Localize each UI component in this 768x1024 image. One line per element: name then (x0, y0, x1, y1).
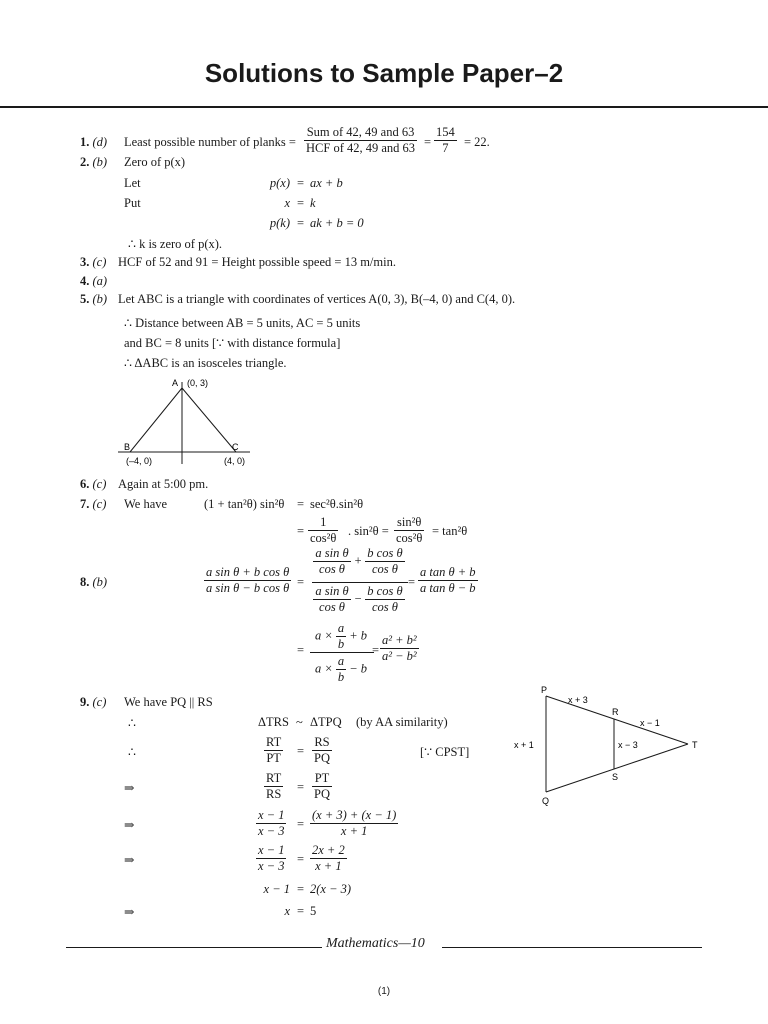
q9-triangle-figure (508, 680, 708, 810)
q1-fraction-1: $\frac{\text{Sum of 42, 49 and 63}}{\text{HCF of 42, 49 and 63}}$ (306, 125, 416, 155)
q7-frac-2: $\frac{\text{sin²θ}}{\text{cos²θ}}$ (396, 515, 423, 545)
q7-end: = tan²θ (432, 524, 468, 538)
footer-subject: Mathematics—10 (326, 936, 425, 951)
q9-r6-rhs: 5 (310, 904, 317, 918)
q9-therefore-1: ∴ (128, 716, 136, 730)
q8-result-1: $\frac{\text{a tan θ + b}}{\text{a tan θ − b}}$ (420, 565, 476, 595)
q7-mid: . sin²θ = (348, 524, 389, 538)
q5-line-1: ∴ Distance between AB = 5 units, AC = 5 units (124, 316, 361, 330)
q9-implies-3: ⇒ (124, 853, 135, 867)
q8-result-2: $\frac{\text{a² + b²}}{\text{a² − b²}}$ (382, 633, 417, 663)
q9-r1-eq: = (297, 744, 305, 758)
q1-number: 1. (d) (80, 135, 108, 149)
q5-label-b: B (124, 442, 131, 452)
q8-big-den: $\frac{\text{a sin θ}}{\text{cos θ}}$ − $\frac{\text{b cos θ}}{\text{cos θ}}$ (315, 584, 403, 614)
q2-number: 2. (b) (80, 155, 108, 169)
q9-sim-lhs: ΔTRS (258, 715, 289, 729)
q2-text: Zero of p(x) (124, 155, 186, 169)
q1-fraction-2: $\frac{154}{7}$ (436, 125, 455, 155)
q2-l1-eq: = (297, 176, 305, 190)
footer-rule-right (442, 947, 702, 948)
q2-l1-rhs: ax + b (310, 176, 343, 190)
q9-r4-lhs: $\frac{x - 1}{x - 3}$ (258, 843, 285, 873)
q9-r1-rhs: $\frac{RS}{PQ}$ (314, 735, 330, 765)
q3-text: HCF of 52 and 91 = Height possible speed = 13 m/min. (118, 255, 396, 269)
q7-r1: sec²θ.sin²θ (310, 497, 364, 511)
q9-label-q: Q (542, 796, 550, 806)
q8-big-num: $\frac{\text{a sin θ}}{\text{cos θ}}$ + $\frac{\text{b cos θ}}{\text{cos θ}}$ (315, 546, 403, 576)
page-number: (1) (377, 986, 391, 997)
q9-r5-eq: = (297, 882, 305, 896)
q1-result: = 22. (464, 135, 490, 149)
q9-implies-4: ⇒ (124, 905, 135, 919)
q3-number: 3. (c) (80, 255, 107, 269)
q1-text: Least possible number of planks = (124, 135, 296, 149)
q8-lhs: $\frac{\text{a sin θ + b cos θ}}{\text{a sin θ − b cos θ}}$ (206, 565, 290, 595)
q7-text: We have (124, 497, 168, 511)
q7-eq-1: = (297, 497, 305, 511)
q2-let: Let (124, 176, 141, 190)
q9-side-qt (546, 744, 688, 792)
q9-sim-rhs: ΔTPQ (310, 715, 342, 729)
q5-line-3: ∴ ΔABC is an isosceles triangle. (124, 356, 287, 370)
q5-label-a: A (172, 378, 179, 388)
q2-l3-rhs: ak + b = 0 (310, 216, 364, 230)
page-title: Solutions to Sample Paper–2 (204, 58, 564, 88)
q9-r4-eq: = (297, 852, 305, 866)
footer-rule-left (66, 947, 322, 948)
q8-eq-1: = (297, 575, 305, 589)
q8-sub-fraction-bar (310, 652, 374, 653)
q9-r3-lhs: $\frac{x - 1}{x - 3}$ (258, 808, 285, 838)
q9-r5-lhs: x − 1 (263, 882, 290, 896)
q8-sub-num: a × $\frac{a}{b}$ + b (314, 621, 368, 651)
q9-r2-eq: = (297, 780, 305, 794)
q2-conclusion: ∴ k is zero of p(x). (128, 237, 223, 251)
q9-label-rs: x − 3 (618, 740, 638, 750)
q2-l2-eq: = (297, 196, 305, 210)
q1-equals: = (424, 135, 432, 149)
q5-number: 5. (b) (80, 292, 108, 306)
q5-coord-b: (–4, 0) (126, 456, 153, 466)
q9-label-pq: x + 1 (514, 740, 534, 750)
q2-l1-lhs: p(x) (269, 176, 290, 190)
q4-number: 4. (a) (80, 274, 108, 288)
q8-eq-2: = (408, 575, 416, 589)
q5-side-ab (130, 388, 182, 452)
q5-line-2: and BC = 8 units [∵ with distance formula] (124, 336, 341, 350)
q2-l2-rhs: k (310, 196, 316, 210)
q7-eq-2: = (297, 524, 305, 538)
q2-l2-lhs: x (284, 196, 290, 210)
q7-number: 7. (c) (80, 497, 107, 511)
q2-put: Put (124, 196, 141, 210)
q9-r2-lhs: $\frac{RT}{RS}$ (266, 771, 282, 801)
q9-sim: ~ (296, 715, 303, 729)
q9-r2-rhs: $\frac{PT}{PQ}$ (314, 771, 330, 801)
q5-label-c: C (232, 442, 239, 452)
q9-number: 9. (c) (80, 695, 107, 709)
q9-label-s: S (612, 772, 619, 782)
q5-side-ac (182, 388, 236, 452)
q9-label-r: R (612, 707, 619, 717)
title-divider (0, 106, 768, 108)
q9-label-p: P (541, 685, 548, 695)
q9-text: We have PQ || RS (124, 695, 213, 709)
q7-lhs: (1 + tan²θ) sin²θ (204, 497, 285, 511)
q8-eq-3: = (297, 643, 305, 657)
q6-text: Again at 5:00 pm. (118, 477, 209, 491)
q9-r6-eq: = (297, 904, 305, 918)
q9-label-pr: x + 3 (568, 695, 588, 705)
q7-frac-1: $\frac{1}{\text{cos²θ}}$ (310, 515, 337, 545)
q9-r5-rhs: 2(x − 3) (310, 882, 352, 896)
q5-coord-c: (4, 0) (224, 456, 246, 466)
q5-text: Let ABC is a triangle with coordinates of vertices A(0, 3), B(–4, 0) and C(4, 0). (118, 292, 516, 306)
q9-r1-lhs: $\frac{RT}{PT}$ (266, 735, 282, 765)
q8-number: 8. (b) (80, 575, 108, 589)
q9-r3-eq: = (297, 817, 305, 831)
q9-r3-rhs: $\frac{(x + 3) + (x - 1)}{x + 1}$ (312, 808, 397, 838)
q9-r6-lhs: x (284, 904, 290, 918)
q2-l3-eq: = (297, 216, 305, 230)
q5-triangle-figure (110, 372, 270, 470)
q9-label-rt: x − 1 (640, 718, 660, 728)
q9-r4-rhs: $\frac{2x + 2}{x + 1}$ (312, 843, 345, 873)
q9-therefore-2: ∴ (128, 745, 136, 759)
q6-number: 6. (c) (80, 477, 107, 491)
q9-implies-1: ⇒ (124, 781, 135, 795)
q8-eq-4: = (372, 643, 380, 657)
q2-l3-lhs: p(k) (269, 216, 290, 230)
q5-coord-a: (0, 3) (187, 378, 209, 388)
q9-cpst: [∵ CPST] (420, 745, 470, 759)
q8-sub-den: a × $\frac{a}{b}$ − b (314, 654, 368, 684)
q9-implies-2: ⇒ (124, 818, 135, 832)
q9-sim-reason: (by AA similarity) (356, 715, 448, 729)
q9-label-t: T (692, 740, 698, 750)
q8-big-fraction-bar (312, 582, 408, 583)
